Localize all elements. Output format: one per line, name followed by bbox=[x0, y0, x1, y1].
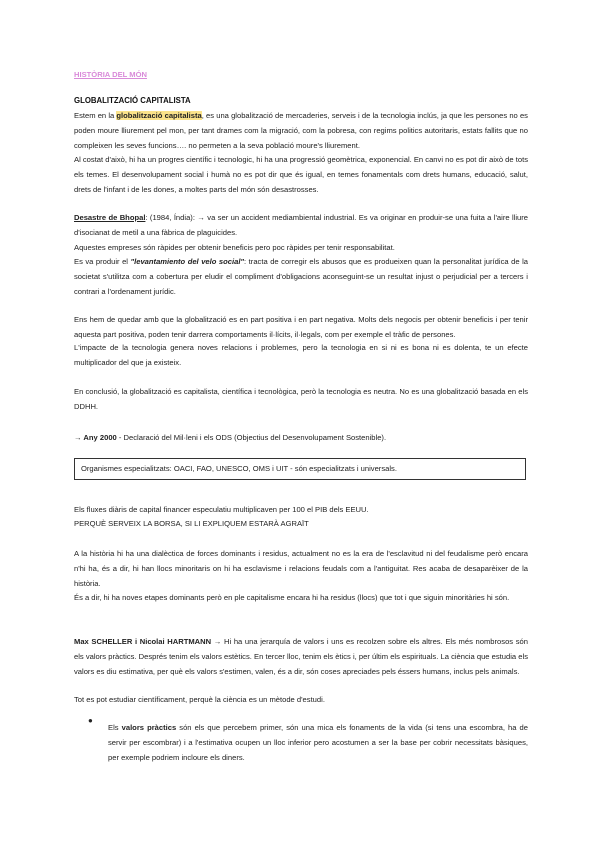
technology-paragraph: L'impacte de la tecnologia genera noves relacions i problemes, pero la tecnologia en si ni es bona ni es dolenta, te un efecte multiplicador del que ja existeix. bbox=[74, 343, 528, 367]
bullet-term: valors pràctics bbox=[121, 722, 177, 732]
veil-term: "levantamiento del velo social" bbox=[130, 257, 245, 266]
veil-paragraph: Es va produir el "levantamiento del velo social": tracta de corregir els abusos que es produeixen quan la personalitat jurídica de la societat s'utilitza com a cobertura per eludir el compliment d'obligacions aconseguint-se un resultat injust o perjudicial per a tercers i contrari a l'ordenament jurídic. bbox=[74, 257, 528, 296]
scheller-paragraph: Max SCHELLER i Nicolai HARTMANN → Hi ha una jerarquía de valors i uns es recolzen sobre els altres. Els més nombrosos són els valors pràctics. Després tenim els valors estètics. En tercer lloc, tenim els ètics i, per últim els espirituals. La ciència que estudia els valors es diu estimativa, per què els valors s'estimen, valen, és a dir, són coses apreciades pels éssers humans, inclus pels animals. bbox=[74, 637, 528, 676]
progress-paragraph: Al costat d'això, hi ha un progres científic i tecnologic, hi ha una progressió geomètrica, exponencial. En canvi no es pot dir això de tots els temes. El desenvolupament social i humà no es pot dir que és igual, en temes fonamentals com drets humans, educació, salut, drets de l'infant i de les dones, a moltes parts del món són desastrosses. bbox=[74, 155, 528, 194]
organisms-box: Organismes especialitzats: OACI, FAO, UNESCO, OMS i UIT - són especialitzats i universals. bbox=[74, 458, 526, 480]
conclusion-paragraph: En conclusió, la globalització es capitalista, científica i tecnològica, però la tecnologia es neutra. No es una globalització basada en els DDHH. bbox=[74, 387, 528, 411]
section-heading: GLOBALITZACIÓ CAPITALISTA bbox=[74, 96, 191, 105]
positive-paragraph: Ens hem de quedar amb que la globalització es en part positiva i en part negativa. Molts dels negocis per obtenir beneficis i per tenir aquesta part positiva, poden tenir darrera comportaments il·lícits, il·legals, com per exemple el tràfic de persones. bbox=[74, 315, 528, 339]
dialectic-paragraph: A la història hi ha una dialèctica de forces dominants i residus, actualment no es la era de l'esclavitud ni del feudalisme però encara n'hi ha, és a dir, hi han llocs minoritaris on hi ha esclavisme i relacions feudals com a l'antiguitat. Res acaba de desaparèixer de la història. bbox=[74, 549, 528, 588]
science-paragraph: Tot es pot estudiar científicament, perquè la ciència es un mètode d'estudi. bbox=[74, 695, 325, 704]
bullet-item: Els valors pràctics són els que percebem primer, són una mica els fonaments de la vida (si tens una escombra, ha de servir per escombrar) i a l'estimativa ocupen un lloc inferior pero acostumen a ser la base per cobrir necessitats bàsiques, per exemple podriem incloure els diners. bbox=[108, 722, 528, 762]
scheller-authors: Max SCHELLER i Nicolai HARTMANN bbox=[74, 637, 212, 646]
any2000-paragraph: → Any 2000 - Declaració del Mil·leni i els ODS (Objectius del Desenvolupament Sostenible). bbox=[74, 433, 387, 442]
highlighted-term: globalització capitalista bbox=[116, 111, 202, 120]
stock-paragraph: PERQUÈ SERVEIX LA BORSA, SI LI EXPLIQUEM ESTARÀ AGRAÏT bbox=[74, 519, 309, 528]
subject-title: HISTÒRIA DEL MÓN bbox=[74, 70, 147, 79]
bhopal-title: Desastre de Bhopal bbox=[74, 213, 146, 222]
stages-paragraph: És a dir, hi ha noves etapes dominants però en ple capitalisme encara hi ha residus (llocs) que tot i que siguin minoritàries hi són. bbox=[74, 593, 510, 602]
bullet-dot-icon: ● bbox=[88, 716, 93, 725]
bhopal-paragraph: Desastre de Bhopal: (1984, Índia): → va ser un accident mediambiental industrial. Es va originar en produir-se una fuita a l'aire lliure d'isocianat de metil a una fàbrica de plaguicides. bbox=[74, 213, 528, 237]
intro-paragraph: Estem en la globalització capitalista, es una globalització de mercaderies, serveis i de la tecnologia inclús, ja que les persones no es poden moure lliurement pel mon, per tant drames com la migració, com la pobresa, con regims politics autoritaris, estats fallits que no compleixen les seves funcions…. no permeten a la seva població moure's lliurement. bbox=[74, 111, 528, 150]
any2000-label: → Any 2000 bbox=[74, 433, 117, 442]
companies-paragraph: Aquestes empreses són ràpides per obtenir beneficis pero poc ràpides per tenir responsabilitat. bbox=[74, 243, 395, 252]
flows-paragraph: Els fluxes diàris de capital financer especulatiu multiplicaven per 100 el PIB dels EEUU. bbox=[74, 505, 369, 514]
